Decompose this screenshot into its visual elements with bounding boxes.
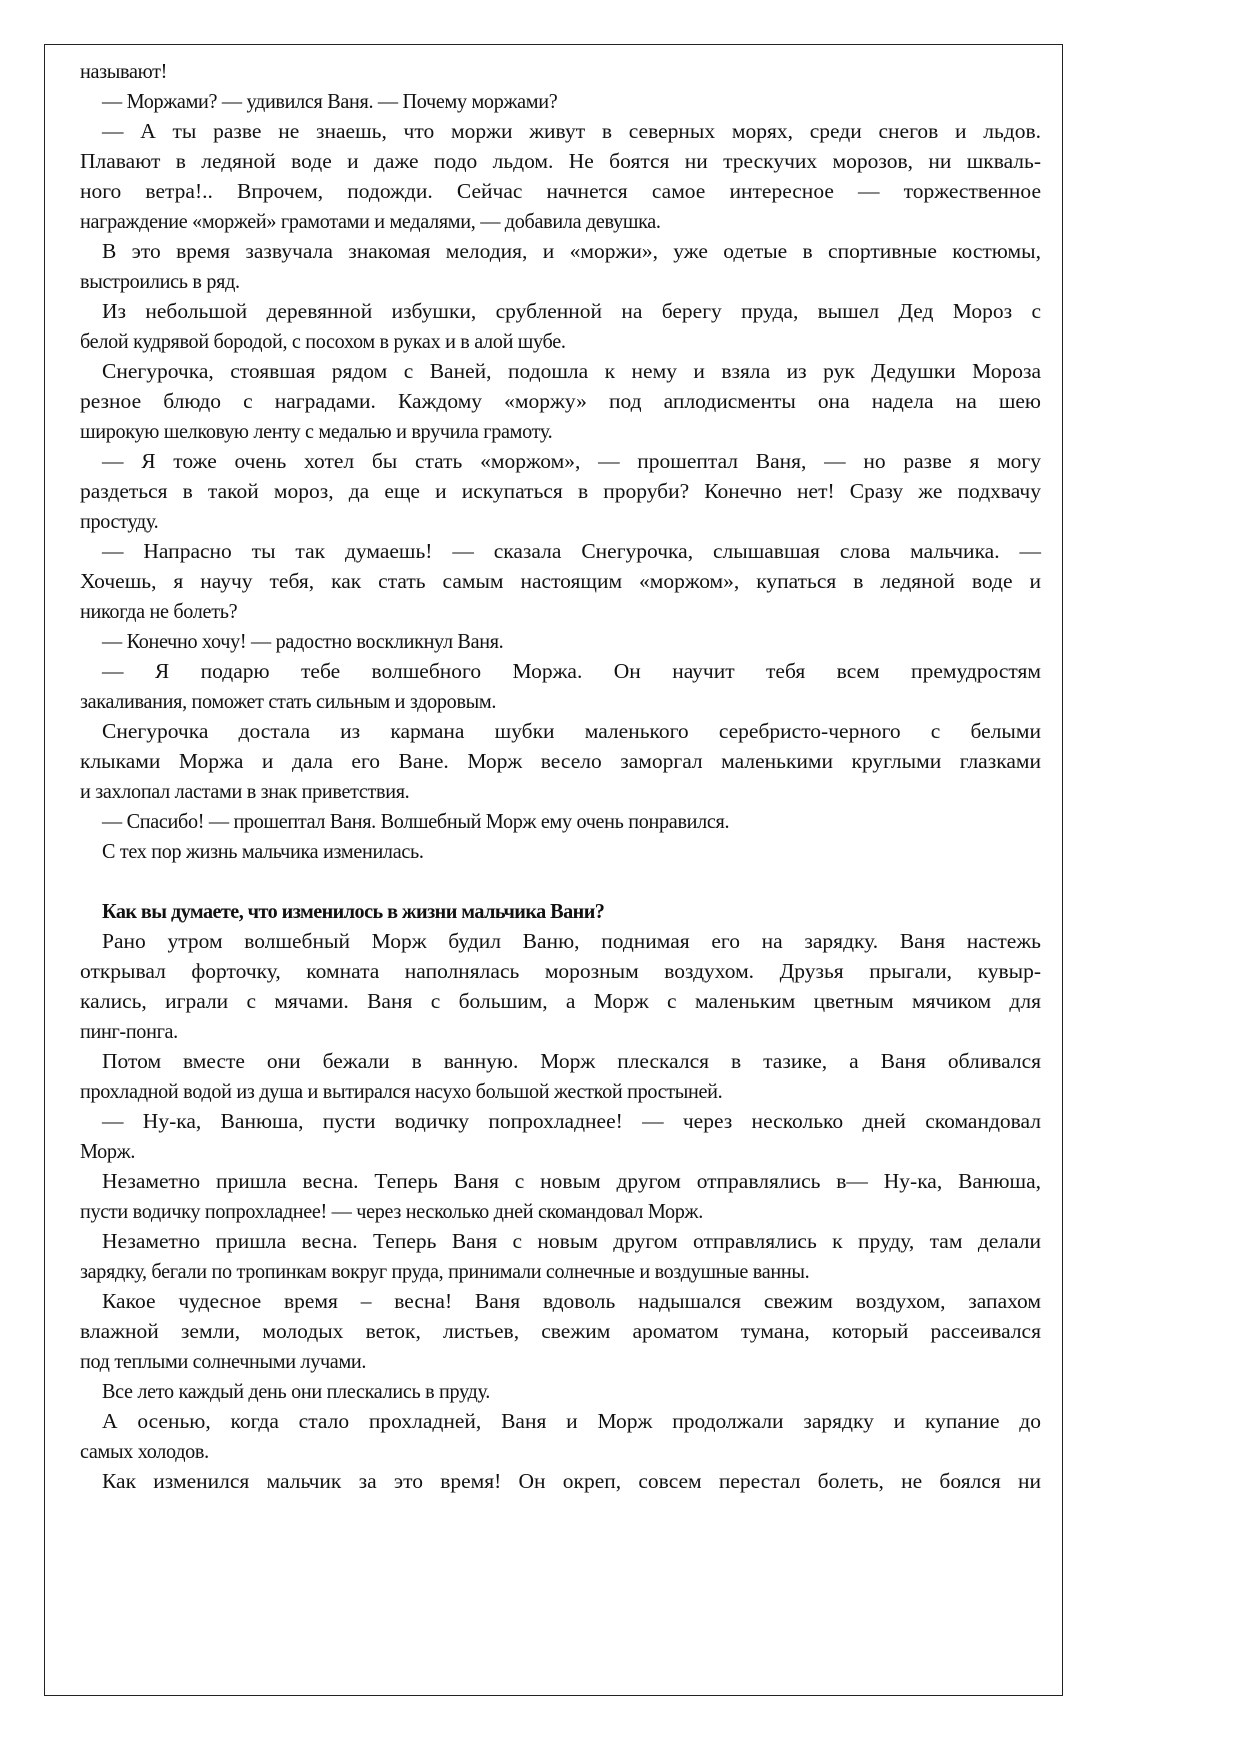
text-line: под теплыми солнечными лучами. [80, 1349, 367, 1373]
text-line: — Спасибо! — прошептал Ваня. Волшебный Морж ему очень понравился. [102, 809, 730, 833]
text-line: закаливания, поможет стать сильным и здоровым. [80, 689, 497, 713]
text-line: С тех пор жизнь мальчика изменилась. [102, 839, 424, 863]
text-line: Какое чудесное время – весна! Ваня вдоволь надышался свежим воздухом, запахом [102, 1289, 1041, 1313]
text-line: открывал форточку, комната наполнялась морозным воздухом. Друзья прыгали, кувыр- [80, 959, 1041, 983]
text-line: и захлопал ластами в знак приветствия. [80, 779, 410, 803]
text-line: Незаметно пришла весна. Теперь Ваня с новым другом отправлялись к пруду, там делали [102, 1229, 1041, 1253]
text-line: Незаметно пришла весна. Теперь Ваня с новым другом отправлялись в— Ну-ка, Ванюша, [102, 1169, 1041, 1193]
text-line: белой кудрявой бородой, с посохом в руках и в алой шубе. [80, 329, 566, 353]
text-line: А осенью, когда стало прохладней, Ваня и Морж продолжали зарядку и купание до [102, 1409, 1041, 1433]
text-line: кались, играли с мячами. Ваня с большим, а Морж с маленьким цветным мячиком для [80, 989, 1041, 1013]
text-line: Снегурочка достала из кармана шубки маленького серебристо-черного с белыми [102, 719, 1041, 743]
text-line: широкую шелковую ленту с медалью и вручила грамоту. [80, 419, 553, 443]
text-line: никогда не болеть? [80, 599, 238, 623]
blank-line [80, 866, 983, 896]
text-line: Хочешь, я научу тебя, как стать самым настоящим «моржом», купаться в ледяной воде и [80, 569, 1041, 593]
text-line: Плавают в ледяной воде и даже подо льдом. Не боятся ни трескучих морозов, ни шкваль- [80, 149, 1041, 173]
text-line: пусти водичку попрохладнее! — через несколько дней скомандовал Морж. [80, 1199, 703, 1223]
text-line: зарядку, бегали по тропинкам вокруг пруда, принимали солнечные и воздушные ванны. [80, 1259, 810, 1283]
text-line: самых холодов. [80, 1439, 209, 1463]
text-line: Потом вместе они бежали в ванную. Морж плескался в тазике, а Ваня обливался [102, 1049, 1041, 1073]
text-line: — А ты разве не знаешь, что моржи живут в северных морях, среди снегов и льдов. [102, 119, 1041, 143]
text-line: простуду. [80, 509, 159, 533]
text-line: В это время зазвучала знакомая мелодия, и «моржи», уже одетые в спортивные костюмы, [102, 239, 1041, 263]
text-line: Морж. [80, 1139, 136, 1163]
text-line: Из небольшой деревянной избушки, срубленной на берегу пруда, вышел Дед Мороз с [102, 299, 1041, 323]
text-line: — Напрасно ты так думаешь! — сказала Снегурочка, слышавшая слова мальчика. — [102, 539, 1041, 563]
text-line: ного ветра!.. Впрочем, подожди. Сейчас начнется самое интересное — торжественное [80, 179, 1041, 203]
text-line: — Я подарю тебе волшебного Моржа. Он научит тебя всем премудростям [102, 659, 1041, 683]
text-line: — Ну-ка, Ванюша, пусти водичку попрохладнее! — через несколько дней скомандовал [102, 1109, 1041, 1133]
text-line: называют! [80, 59, 168, 83]
text-line: награждение «моржей» грамотами и медалями, — добавила девушка. [80, 209, 661, 233]
text-line: выстроились в ряд. [80, 269, 240, 293]
text-line: Все лето каждый день они плескались в пруду. [102, 1379, 490, 1403]
text-line: влажной земли, молодых веток, листьев, свежим ароматом тумана, который рассеивался [80, 1319, 1041, 1343]
text-line: — Конечно хочу! — радостно воскликнул Ваня. [102, 629, 504, 653]
text-line: резное блюдо с наградами. Каждому «моржу» под аплодисменты она надела на шею [80, 389, 1041, 413]
text-line: пинг-понга. [80, 1019, 178, 1043]
text-line: клыками Моржа и дала его Ване. Морж весело заморгал маленькими круглыми глазками [80, 749, 1041, 773]
text-line: Снегурочка, стоявшая рядом с Ваней, подошла к нему и взяла из рук Дедушки Мороза [102, 359, 1041, 383]
text-line: — Я тоже очень хотел бы стать «моржом», — прошептал Ваня, — но разве я могу [102, 449, 1041, 473]
text-line: прохладной водой из душа и вытирался насухо большой жесткой простыней. [80, 1079, 723, 1103]
text-line: раздеться в такой мороз, да еще и искупаться в проруби? Конечно нет! Сразу же подхвачу [80, 479, 1041, 503]
text-line: Как изменился мальчик за это время! Он окреп, совсем перестал болеть, не боялся ни [102, 1469, 1041, 1493]
text-line: Рано утром волшебный Морж будил Ваню, поднимая его на зарядку. Ваня настежь [102, 929, 1041, 953]
question-heading: Как вы думаете, что изменилось в жизни мальчика Вани? [102, 899, 605, 923]
text-line: — Моржами? — удивился Ваня. — Почему моржами? [102, 89, 558, 113]
